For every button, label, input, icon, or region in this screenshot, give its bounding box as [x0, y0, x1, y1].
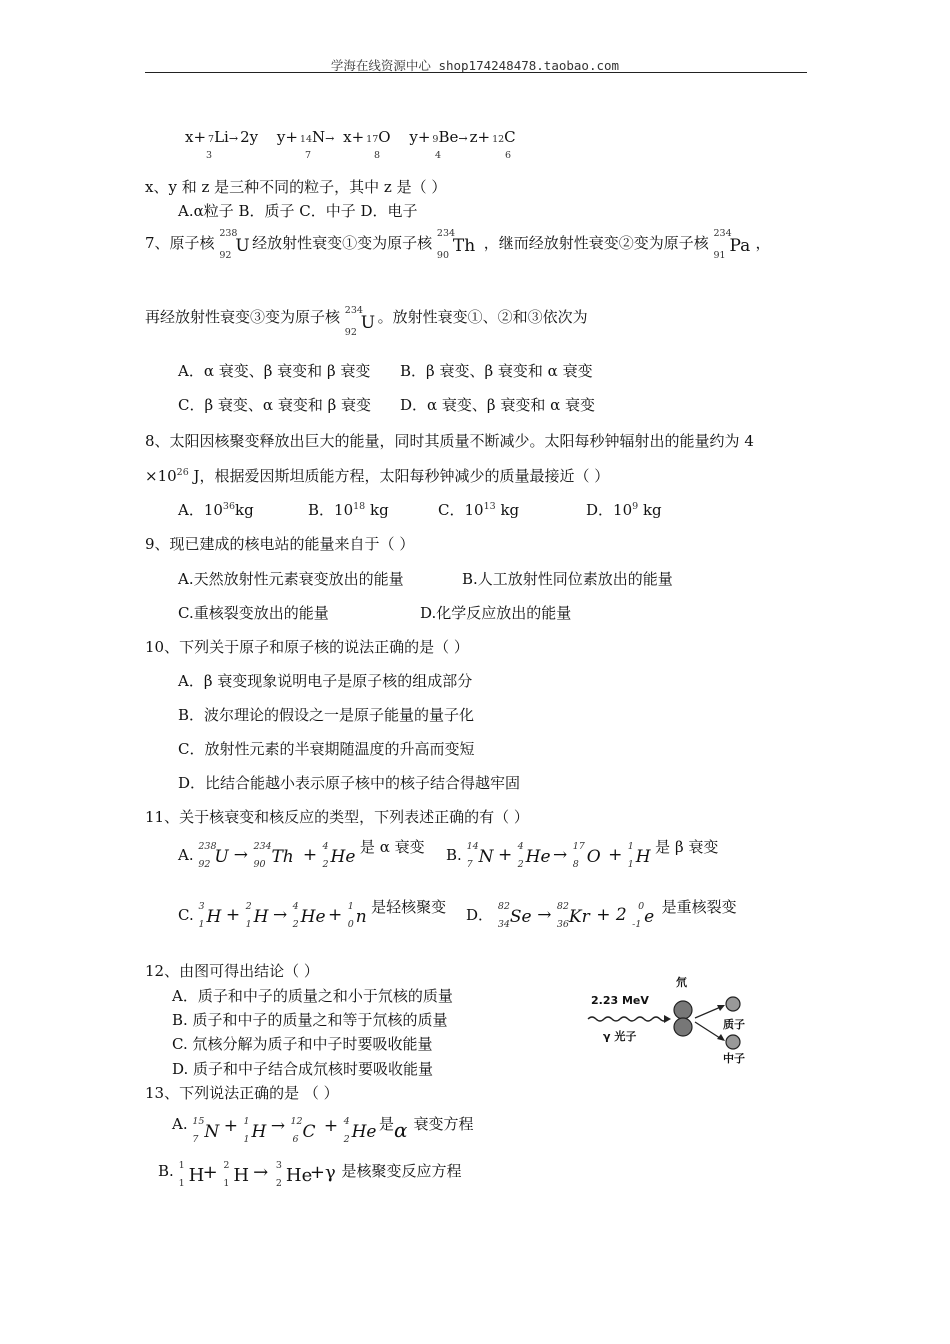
- deuteron-diagram: [585, 976, 760, 1065]
- q13-a-equation: 15 7 N + 1 1 H → 12 6 C + 4 2 He: [192, 1116, 377, 1145]
- header-rule: [145, 72, 807, 73]
- q13-b-equation: 1 1 H + 2 1 H → 3 2 He +γ: [178, 1160, 336, 1189]
- neutron-label: 中子: [723, 1052, 745, 1065]
- q11-d-equation: 82 34 Se → 82 36 Kr + 2 0 -1 e: [497, 901, 655, 930]
- q7-option-d: D．α 衰变、β 衰变和 α 衰变: [400, 396, 596, 414]
- q10-option-b: B．波尔理论的假设之一是原子能量的量子化: [178, 706, 475, 724]
- deuteron-label: 氘: [676, 976, 687, 989]
- q7-option-c: C．β 衰变、α 衰变和 β 衰变: [178, 396, 372, 414]
- q7-option-b: B．β 衰变、β 衰变和 α 衰变: [400, 362, 593, 380]
- q12-option-d: D. 质子和中子结合成氘核时要吸收能量: [172, 1060, 434, 1078]
- nuclide-th234: 234 90 Th: [436, 228, 476, 261]
- q6-options: A.α粒子 B．质子 C．中子 D．电子: [178, 202, 418, 220]
- energy-label: 2.23 MeV: [591, 994, 649, 1007]
- q7-line1: 7、原子核 238 92 U 经放射性衰变①变为原子核 234 90 Th ，继而经放射性衰变②变为原子核 234 91 Pa ，: [145, 228, 771, 261]
- q12-option-c: C. 氘核分解为质子和中子时要吸收能量: [172, 1035, 433, 1053]
- q12-stem: 12、由图可得出结论（ ）: [145, 962, 319, 980]
- q10-option-a: A．β 衰变现象说明电子是原子核的组成部分: [178, 672, 473, 690]
- q8-line1: 8、太阳因核聚变释放出巨大的能量，同时其质量不断减少。太阳每秒钟辐射出的能量约为 4: [145, 432, 754, 450]
- deuteron-top-nucleon: [674, 1001, 692, 1019]
- q11-stem: 11、关于核衰变和核反应的类型，下列表述正确的有（ ）: [145, 808, 529, 826]
- q11-c-equation: 3 1 H + 2 1 H → 4 2 He + 1 0 n: [198, 901, 367, 930]
- q11-b-equation: 14 7 N + 4 2 He → 17 8 O + 1 1 H: [466, 841, 651, 870]
- q6-o-mass: 8: [374, 150, 381, 161]
- q9-option-b: B.人工放射性同位素放出的能量: [462, 570, 673, 588]
- q11-option-d: D． 82 34 Se → 82 36 Kr + 2 0 -1 e 是重核裂变: [466, 898, 737, 930]
- q8-line2: $\times 10^{26}$ J，根据爱因斯坦质能方程，太阳每秒钟减少的质量最接近（ ）: [145, 467, 610, 485]
- q13-option-a: A. 15 7 N + 1 1 H → 12 6 C + 4 2 He 是α 衰变方程: [172, 1115, 474, 1145]
- q12-option-a: A．质子和中子的质量之和小于氘核的质量: [172, 987, 453, 1005]
- q10-option-c: C．放射性元素的半衰期随温度的升高而变短: [178, 740, 475, 758]
- page-header: 学海在线资源中心 shop174248478.taobao.com: [330, 58, 620, 73]
- q11-option-c: C. 3 1 H + 2 1 H → 4 2 He + 1 0 n 是轻核聚变: [178, 898, 447, 930]
- photon-wave: [588, 1017, 668, 1021]
- neutron-circle: [726, 1035, 740, 1049]
- q6-n-mass: 7: [305, 150, 312, 161]
- q6-stem: x、y 和 z 是三种不同的粒子，其中 z 是（ ）: [145, 178, 447, 196]
- q13-stem: 13、下列说法正确的是 （ ）: [145, 1084, 339, 1102]
- q9-option-c: C.重核裂变放出的能量: [178, 604, 329, 622]
- proton-label: 质子: [723, 1018, 745, 1031]
- q8-option-a: A．$10^{36}kg$: [178, 501, 254, 519]
- q7-option-a: A．α 衰变、β 衰变和 β 衰变: [178, 362, 371, 380]
- q11-a-equation: 238 92 U → 234 90 Th + 4 2 He: [198, 841, 356, 870]
- q10-option-d: D．比结合能越小表示原子核中的核子结合得越牢固: [178, 774, 521, 792]
- q6-be-mass: 4: [435, 150, 442, 161]
- q9-stem: 9、现已建成的核电站的能量来自于（ ）: [145, 535, 415, 553]
- deuteron-bottom-nucleon: [674, 1018, 692, 1036]
- q8-option-d: D．$10^9$ kg: [586, 501, 662, 519]
- q9-option-d: D.化学反应放出的能量: [420, 604, 572, 622]
- q8-option-c: C．$10^{13}$ kg: [438, 501, 520, 519]
- q10-stem: 10、下列关于原子和原子核的说法正确的是（ ）: [145, 638, 469, 656]
- q6-li-mass: 3: [206, 150, 213, 161]
- q12-option-b: B. 质子和中子的质量之和等于氘核的质量: [172, 1011, 448, 1029]
- q11-option-b: B. 14 7 N + 4 2 He → 17 8 O + 1 1 H 是 β 衰变: [446, 838, 719, 870]
- q13-option-b: B. 1 1 H + 2 1 H → 3 2 He +γ 是核聚变反应方程: [158, 1160, 462, 1189]
- q7-line2: 再经放射性衰变③变为原子核 234 92 U 。放射性衰变①、②和③依次为: [145, 305, 588, 338]
- nuclide-u234: 234 92 U: [344, 305, 376, 338]
- photon-arrowhead: [664, 1015, 671, 1023]
- nuclide-u238: 238 92 U: [219, 228, 250, 261]
- q9-option-a: A.天然放射性元素衰变放出的能量: [178, 570, 404, 588]
- q6-equations: x+ 7Li→ 2y y+ 14N→ x+ 17O y+ 9Be→ z+ 12C: [185, 128, 516, 146]
- q6-c-mass: 6: [505, 150, 512, 161]
- q11-option-a: A. 238 92 U → 234 90 Th + 4 2 He 是 α 衰变: [178, 838, 425, 870]
- q8-option-b: B．$10^{18}$ kg: [308, 501, 389, 519]
- proton-circle: [726, 997, 740, 1011]
- photon-label: γ 光子: [603, 1030, 637, 1043]
- nuclide-pa234: 234 91 Pa: [713, 228, 751, 261]
